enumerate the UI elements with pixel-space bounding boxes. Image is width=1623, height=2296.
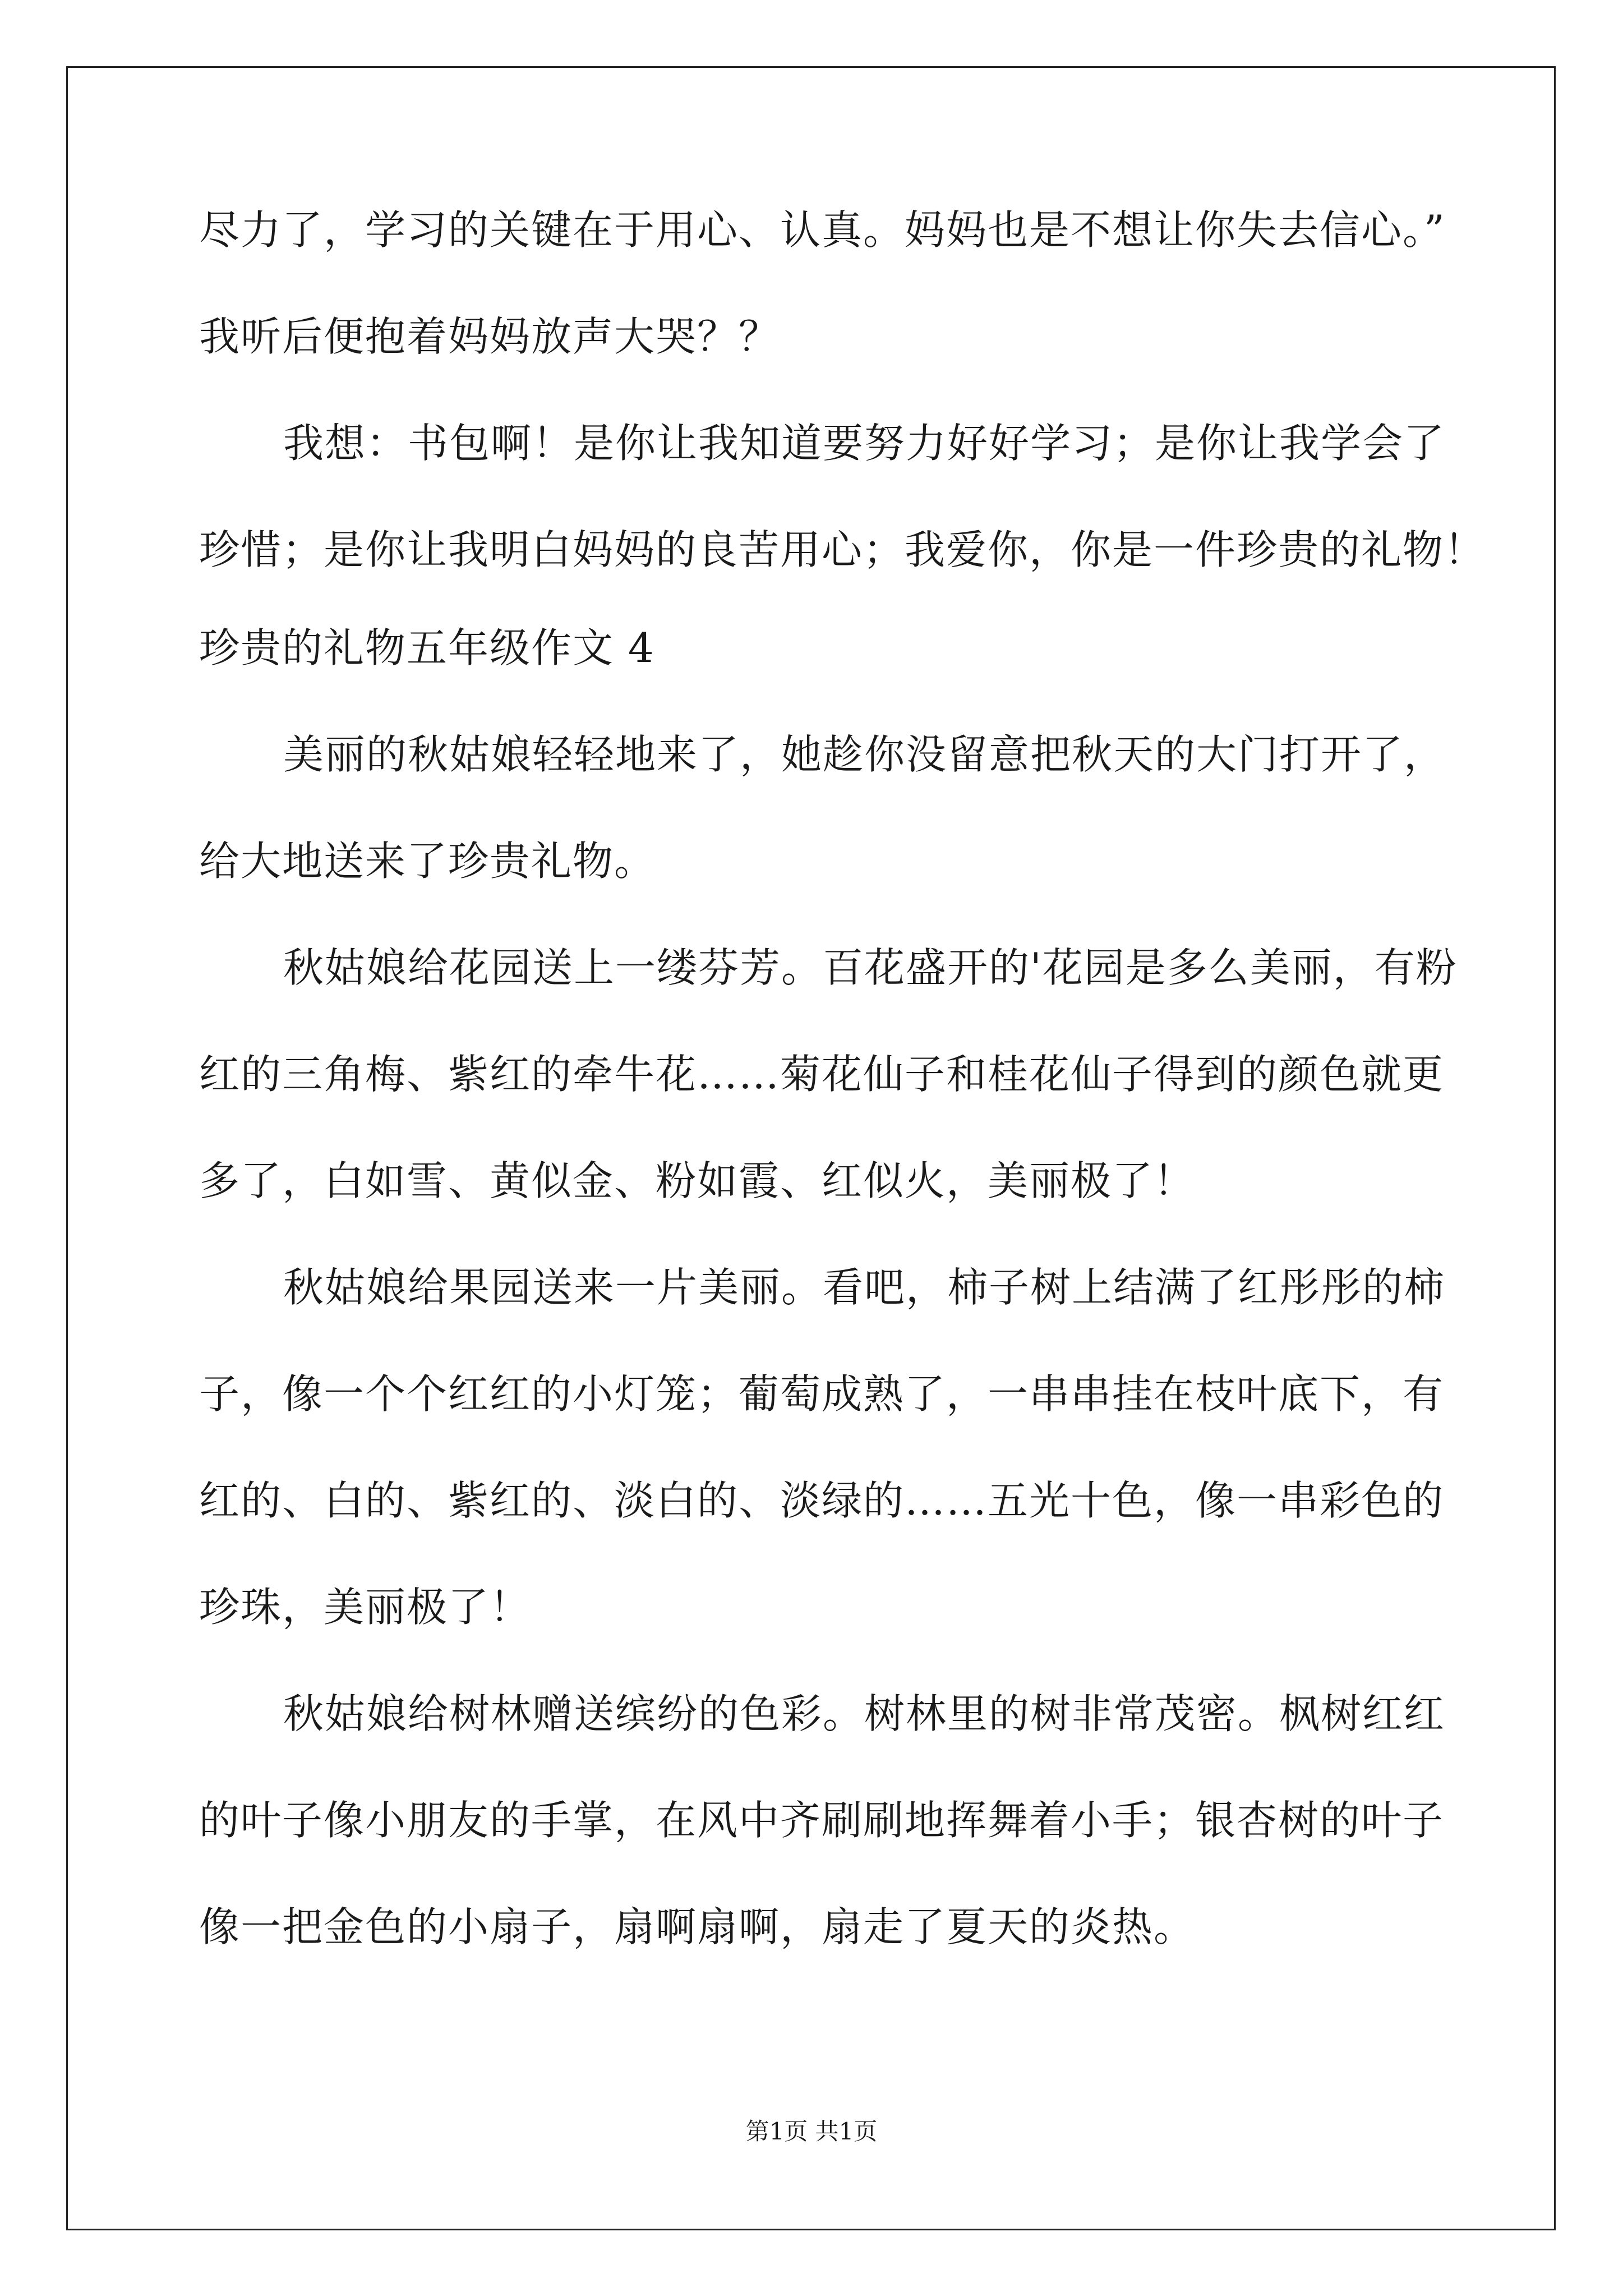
- paragraph-start: 秋姑娘给花园送上一缕芬芳。百花盛开的'花园是多么美丽，有粉: [283, 944, 1458, 991]
- paragraph-start: 美丽的秋姑娘轻轻地来了，她趁你没留意把秋天的大门打开了，: [283, 731, 1446, 778]
- text-line: 红的三角梅、紫红的牵牛花……菊花仙子和桂花仙子得到的颜色就更: [199, 1051, 1445, 1098]
- paragraph-start: 我想：书包啊！是你让我知道要努力好好学习；是你让我学会了: [283, 420, 1446, 467]
- paragraph-start: 秋姑娘给果园送来一片美丽。看吧，柿子树上结满了红彤彤的柿: [283, 1264, 1446, 1311]
- text-line: 我听后便抱着妈妈放声大哭？？: [199, 313, 781, 360]
- text-line: 像一把金色的小扇子，扇啊扇啊，扇走了夏天的炎热。: [199, 1903, 1196, 1950]
- text-line: 给大地送来了珍贵礼物。: [199, 838, 656, 885]
- text-line: 子，像一个个红红的小灯笼；葡萄成熟了，一串串挂在枝叶底下，有: [199, 1370, 1445, 1418]
- text-line: 多了，白如雪、黄似金、粉如霞、红似火，美丽极了！: [199, 1157, 1196, 1204]
- section-heading: 珍贵的礼物五年级作文 4: [199, 624, 655, 671]
- text-line: 尽力了，学习的关键在于用心、认真。妈妈也是不想让你失去信心。”: [199, 206, 1446, 254]
- text-line: 红的、白的、紫红的、淡白的、淡绿的……五光十色，像一串彩色的: [199, 1477, 1445, 1524]
- page-number-footer: 第1页 共1页: [745, 2118, 878, 2145]
- text-line: 的叶子像小朋友的手掌，在风中齐刷刷地挥舞着小手；银杏树的叶子: [199, 1797, 1445, 1844]
- text-line: 珍惜；是你让我明白妈妈的良苦用心；我爱你，你是一件珍贵的礼物！: [199, 526, 1486, 573]
- text-line: 珍珠，美丽极了！: [199, 1584, 532, 1631]
- paragraph-start: 秋姑娘给树林赠送缤纷的色彩。树林里的树非常茂密。枫树红红: [283, 1690, 1446, 1737]
